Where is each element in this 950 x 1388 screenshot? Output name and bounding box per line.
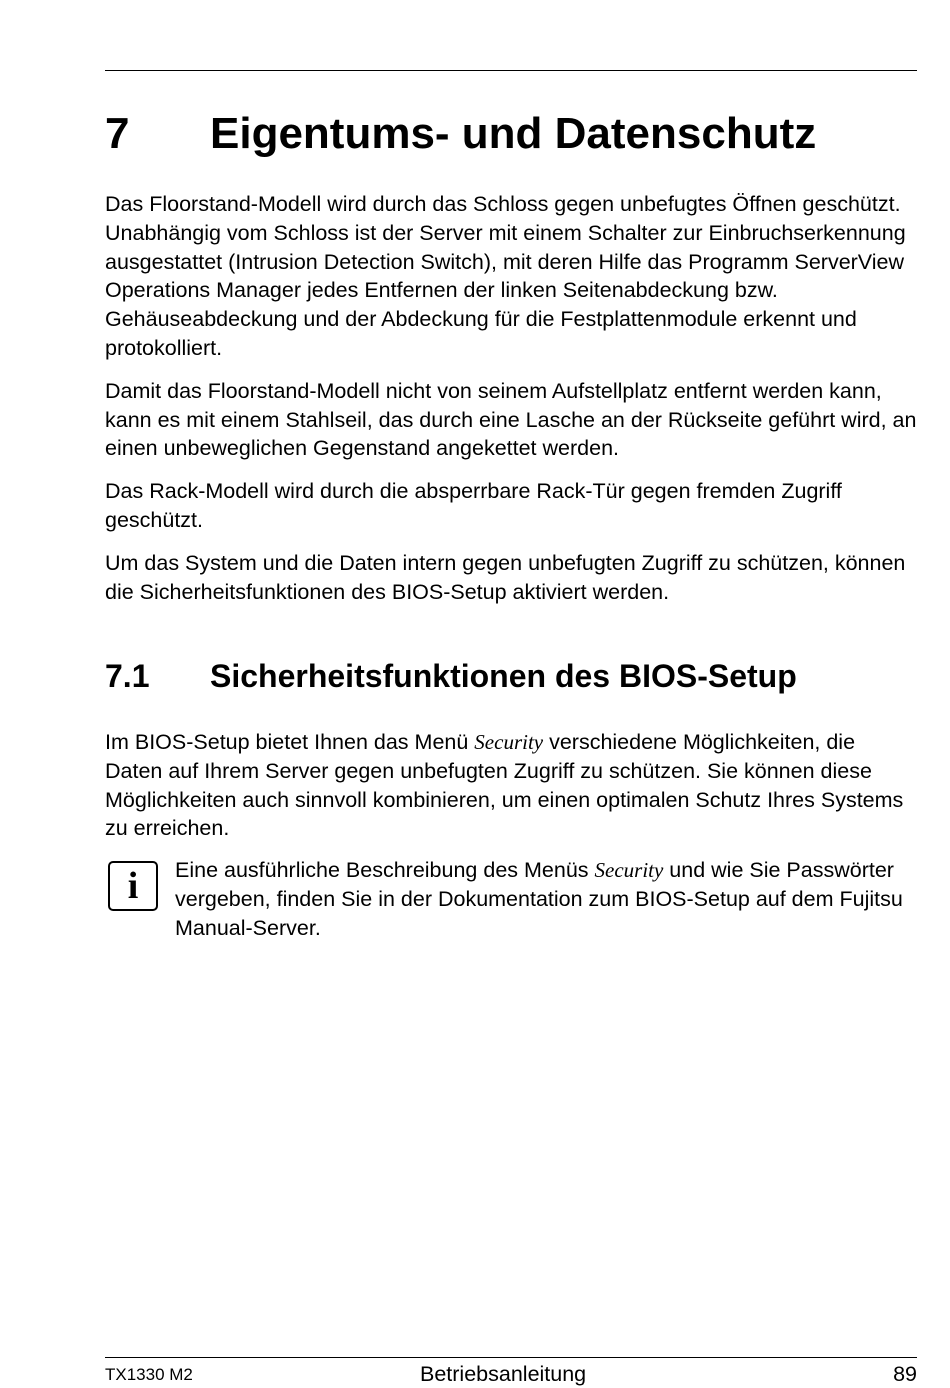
section-intro-before: Im BIOS-Setup bietet Ihnen das Menü: [105, 730, 475, 754]
chapter-heading: [105, 104, 816, 164]
footer-doc-title: Betriebsanleitung: [420, 1362, 587, 1386]
section-heading: [105, 654, 797, 698]
section-title: Sicherheitsfunktionen des BIOS-Setup: [210, 658, 797, 694]
footer-rule: [105, 1357, 917, 1358]
note-text-after: und wie Sie Passwörter vergeben, finden Sie in der Dokumentation zum BIOS-Setup auf dem Fujitsu Manual-Server.: [175, 858, 903, 940]
note-security-menu-term: Security: [594, 858, 664, 882]
section-intro-after: verschiedene Möglichkeiten, die Daten auf Ihrem Server gegen unbefugten Zugriff zu schützen. Sie können diese Möglichkeiten auch sinnvoll kombinieren, um einen optimalen Schutz Ihres Systems zu erreichen.: [105, 730, 904, 841]
security-menu-term: Security: [474, 730, 544, 754]
chapter-number: 7: [105, 109, 130, 158]
paragraph-bios-security: Um das System und die Daten intern gegen unbefugten Zugriff zu schützen, können die Sicherheitsfunktionen des BIOS-Setup aktiviert werden.: [105, 550, 906, 604]
section-number: 7.1: [105, 658, 150, 694]
note-text-before: Eine ausführliche Beschreibung des Menüs: [175, 858, 595, 882]
footer-page-number: 89: [893, 1362, 917, 1386]
footer-model: TX1330 M2: [105, 1365, 193, 1384]
header-rule: [105, 70, 917, 71]
paragraph-steel-cable: Damit das Floorstand-Modell nicht von seinem Aufstellplatz entfernt werden kann, kann es mit einem Stahlseil, das durch eine Lasche an der Rückseite geführt wird, an einen unbeweglichen Gegenstand angekettet werden.: [105, 378, 917, 461]
info-note-text: [175, 856, 920, 942]
info-icon: i: [108, 861, 158, 911]
chapter-title: Eigentums- und Datenschutz: [210, 109, 817, 158]
paragraph-rack-door: Das Rack-Modell wird durch die absperrbare Rack-Tür gegen fremden Zugriff geschützt.: [105, 479, 842, 532]
section-body: [105, 728, 917, 857]
chapter-body: [105, 190, 917, 620]
section-intro-paragraph: [105, 728, 917, 843]
paragraph-intrusion-detection: Das Floorstand-Modell wird durch das Schloss gegen unbefugtes Öffnen geschützt. Unabhängig vom Schloss ist der Server mit einem Schalter zur Einbruchserkennung ausgestattet (Intrusion Detection Switch), mit deren Hilfe das Programm ServerView Operations Manager jedes Entfernen der linken Seitenabdeckung bzw. Gehäuseabdeckung und der Abdeckung für die Festplattenmodule erkennt und protokolliert.: [105, 192, 906, 360]
